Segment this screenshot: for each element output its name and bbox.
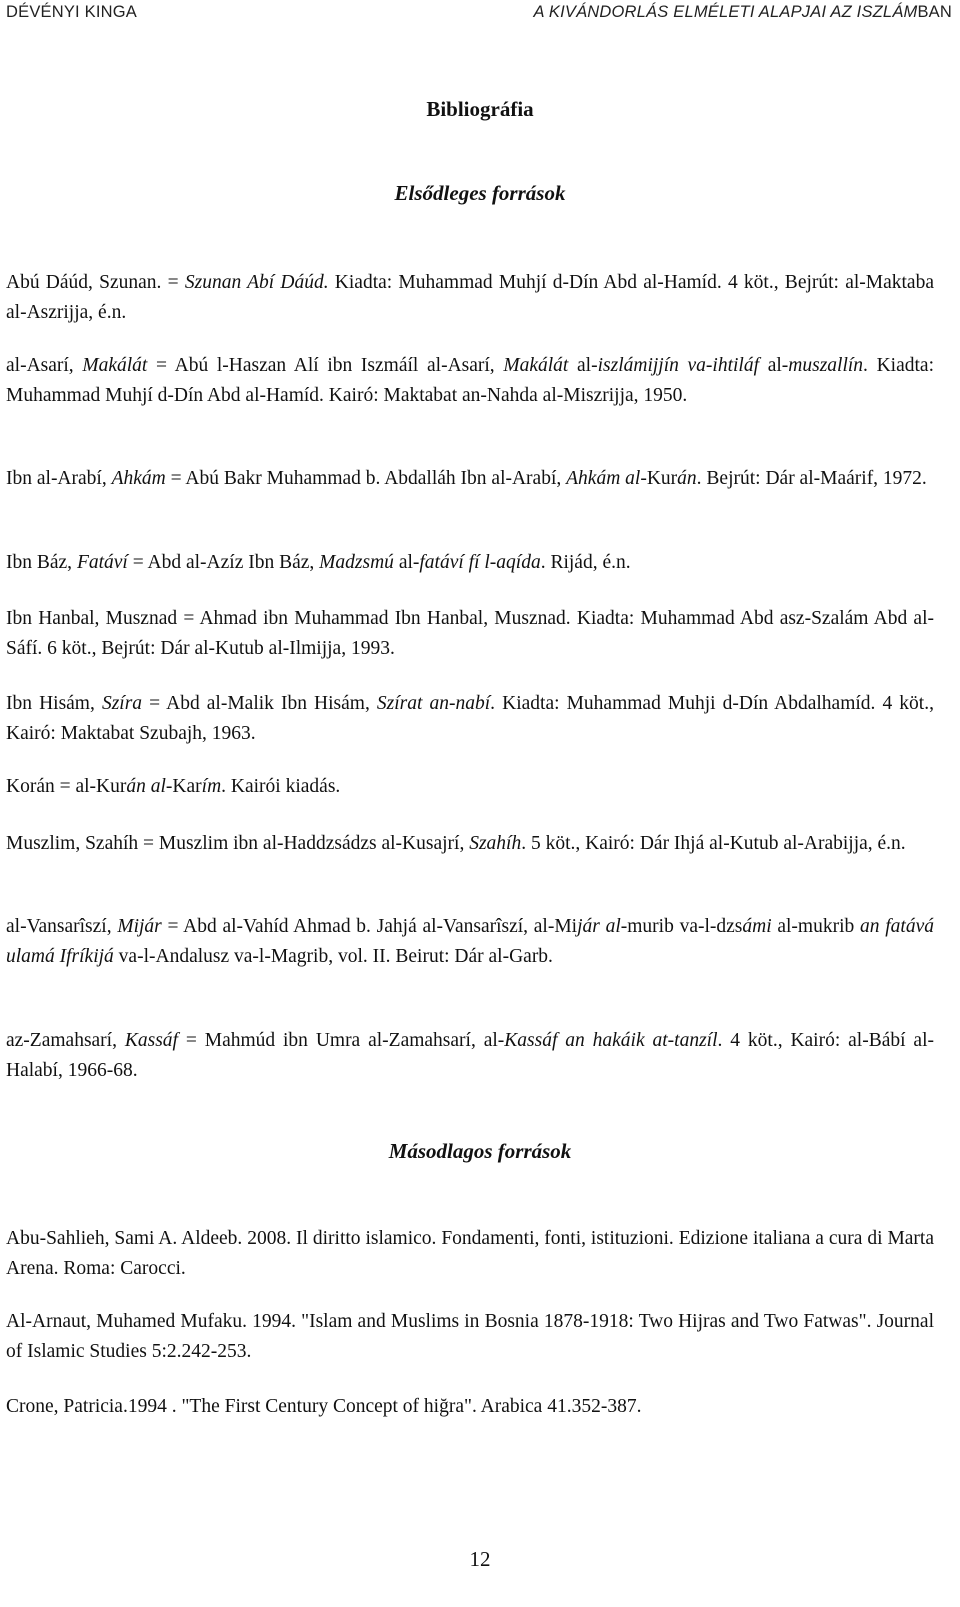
bib-entry-ibn-hanbal: Ibn Hanbal, Musznad = Ahmad ibn Muhammad Ibn Hanbal, Musznad. Kiadta: Muhammad Abd asz-Szalám Abd al-Sáfí. 6 köt., Bejrút: Dár al-Kutub al-Ilmijja, 1993. <box>6 608 934 659</box>
secondary-sources-heading: Másodlagos források <box>388 1139 572 1163</box>
bib-entry-al-arnaut: Al-Arnaut, Muhamed Mufaku. 1994. "Islam and Muslims in Bosnia 1878-1918: Two Hijras and Two Fatwas". Journal of Islamic Studies 5:2.242-253. <box>6 1311 934 1362</box>
header-title-italic: A KIVÁNDORLÁS ELMÉLETI ALAPJAI AZ ISZLÁM <box>533 3 918 21</box>
bib-entry-az-zamahsari: az-Zamahsarí, Kassáf = Mahmúd ibn Umra al-Zamahsarí, al-Kassáf an hakáik at-tanzíl. 4 köt., Kairó: al-Bábí al-Halabí, 1966-68. <box>6 1030 934 1081</box>
page-title: Bibliográfia <box>426 97 534 121</box>
page-number: 12 <box>469 1547 491 1571</box>
bib-entry-ibn-al-arabi: Ibn al-Arabí, Ahkám = Abú Bakr Muhammad b. Abdalláh Ibn al-Arabí, Ahkám al-Kurán. Bejrút: Dár al-Maárif, 1972. <box>6 468 927 489</box>
bib-entry-abu-daud: Abú Dáúd, Szunan. = Szunan Abí Dáúd. Kiadta: Muhammad Muhjí d-Dín Abd al-Hamíd. 4 köt., Bejrút: al-Maktaba al-Aszrijja, é.n. <box>6 272 934 323</box>
bib-entry-ibn-hisam: Ibn Hisám, Szíra = Abd al-Malik Ibn Hisám, Szírat an-nabí. Kiadta: Muhammad Muhji d-Dín Abdalhamíd. 4 köt., Kairó: Maktabat Szubajh, 1963. <box>6 693 934 744</box>
header-running-title <box>534 3 952 22</box>
bib-entry-al-asari: al-Asarí, Makálát = Abú l-Haszan Alí ibn Iszmáíl al-Asarí, Makálát al-iszlámijjín va-ihtiláf al-muszallín. Kiadta: Muhammad Muhjí d-Dín Abd al-Hamíd. Kairó: Maktabat an-Nahda al-Miszrijja, 1950. <box>6 355 934 406</box>
bib-entry-crone: Crone, Patricia.1994 . "The First Century Concept of hiğra". Arabica 41.352-387. <box>6 1396 642 1417</box>
primary-sources-heading: Elsődleges források <box>394 181 566 205</box>
running-header <box>6 3 952 22</box>
bib-entry-al-vansariszi: al-Vansarîszí, Mijár = Abd al-Vahíd Ahmad b. Jahjá al-Vansarîszí, al-Mijár al-murib va-l-dzsámi al-mukrib an fatává ulamá Ifríkijá va-l-Andalusz va-l-Magrib, vol. II. Beirut: Dár al-Garb. <box>6 916 934 967</box>
header-author: DÉVÉNYI KINGA <box>6 3 137 21</box>
bib-entry-koran: Korán = al-Kurán al-Karím. Kairói kiadás. <box>6 776 341 797</box>
bib-entry-muszlim: Muszlim, Szahíh = Muszlim ibn al-Haddzsádzs al-Kusajrí, Szahíh. 5 köt., Kairó: Dár Ihjá al-Kutub al-Arabijja, é.n. <box>6 833 906 854</box>
bib-entry-abu-sahlieh: Abu-Sahlieh, Sami A. Aldeeb. 2008. Il diritto islamico. Fondamenti, fonti, istituzioni. Edizione italiana a cura di Marta Arena. Roma: Carocci. <box>6 1228 934 1279</box>
bib-entry-ibn-baz: Ibn Báz, Fatáví = Abd al-Azíz Ibn Báz, Madzsmú al-fatáví fí l-aqída. Rijád, é.n. <box>6 552 631 573</box>
header-title-tail: BAN <box>917 3 952 21</box>
